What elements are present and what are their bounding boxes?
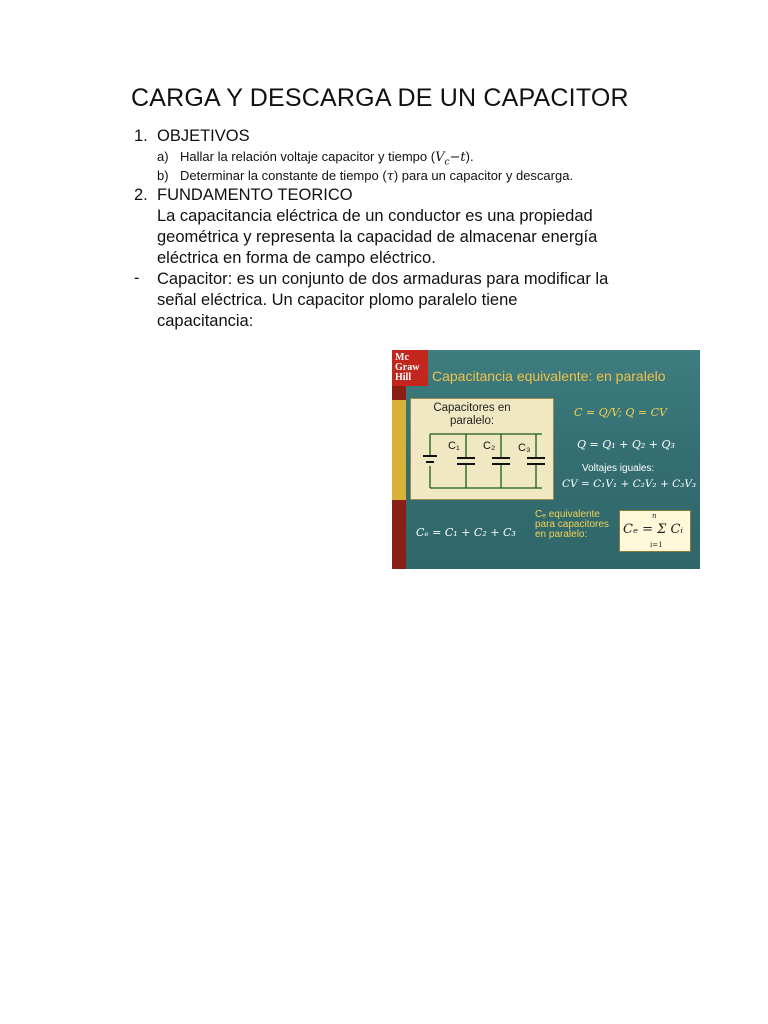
sum-bottom: i=1 — [650, 541, 663, 549]
section2-number: 2. — [134, 186, 148, 204]
section2-paragraph — [157, 206, 677, 269]
eq-ce-sum: Cₑ = C₁ + C₂ + C₃ — [416, 526, 516, 539]
capacitor-label-c2: C₂ — [483, 440, 496, 452]
slide-heading: Capacitancia equivalente: en paralelo — [432, 368, 666, 384]
eq-cv: CV = C₁V₁ + C₂V₂ + C₃V₃ — [562, 478, 697, 490]
objective-a — [180, 149, 474, 168]
sum-formula: Cₑ = Σ Cᵢ — [623, 522, 684, 537]
page-title: CARGA Y DESCARGA DE UN CAPACITOR — [131, 84, 629, 112]
parallel-circuit-diagram — [418, 430, 546, 494]
paragraph-line: La capacitancia eléctrica de un conductor es una propiedad — [157, 207, 593, 225]
capacitor-label-c1: C₁ — [448, 440, 460, 452]
objective-b-text-end: ) para un capacitor y descarga. — [393, 168, 574, 183]
paragraph-line: geométrica y representa la capacidad de almacenar energía — [157, 228, 598, 246]
math-vc: $V_c-t$ — [435, 150, 466, 168]
capacitor-label-c3: C₃ — [518, 442, 531, 454]
sum-top: n — [652, 512, 657, 520]
bullet-line: capacitancia: — [157, 312, 254, 330]
circuit-box-title: Capacitores en paralelo: — [433, 402, 511, 427]
objective-a-text: Hallar la relación voltaje capacitor y tiempo ( — [180, 149, 436, 164]
bullet-line: señal eléctrica. Un capacitor plomo paralelo tiene — [157, 291, 518, 309]
voltajes-iguales-label: Voltajes iguales: — [582, 463, 655, 474]
paragraph-line: eléctrica en forma de campo eléctrico. — [157, 249, 436, 267]
math-tau: τ — [386, 169, 394, 184]
section1-number: 1. — [134, 127, 148, 145]
objective-b — [180, 168, 573, 184]
section2-heading: FUNDAMENTO TEORICO — [157, 186, 353, 204]
objective-a-text-end: ). — [465, 149, 474, 164]
bullet-line: Capacitor: es un conjunto de dos armaduras para modificar la — [157, 270, 609, 288]
objective-a-letter: a) — [157, 149, 169, 164]
equivalent-label: Cₑ equivalente para capacitores en paralelo: — [535, 509, 609, 540]
objective-b-letter: b) — [157, 168, 169, 183]
capacitance-slide-image — [392, 350, 700, 569]
bullet-paragraph — [157, 269, 677, 332]
summation-formula-box — [619, 510, 691, 552]
slide-left-accent — [392, 400, 406, 500]
eq-capacitance: C = Q/V; Q = CV — [574, 406, 667, 419]
publisher-logo: Mc Graw Hill — [392, 350, 428, 386]
bullet-marker: - — [134, 269, 140, 287]
section1-heading: OBJETIVOS — [157, 127, 250, 145]
objective-b-text: Determinar la constante de tiempo ( — [180, 168, 387, 183]
eq-charge-sum: Q = Q₁ + Q₂ + Q₃ — [577, 438, 675, 451]
